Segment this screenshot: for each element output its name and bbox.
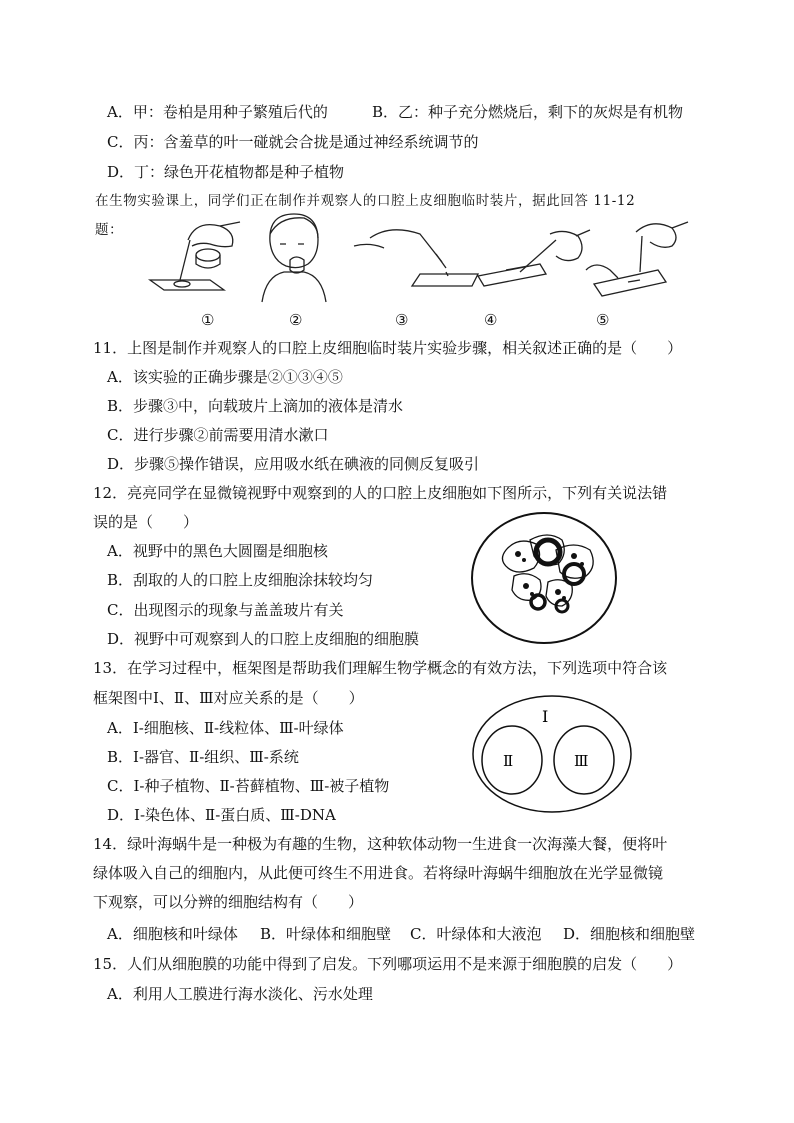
q11-stem: 11．上图是制作并观察人的口腔上皮细胞临时装片实验步骤，相关叙述正确的是（ ） <box>93 339 683 357</box>
steps-illustration <box>140 212 700 312</box>
concept-circles <box>470 692 635 817</box>
q15-option-a: A．利用人工膜进行海水淡化、污水处理 <box>107 985 373 1003</box>
q11-option-d: D．步骤⑤操作错误，应用吸水纸在碘液的同侧反复吸引 <box>107 455 480 473</box>
q14-option-b: B．叶绿体和细胞壁 <box>260 925 392 943</box>
q14-stem-line-1: 14．绿叶海蜗牛是一种极为有趣的生物，这种软体动物一生进食一次海藻大餐，便将叶 <box>93 835 668 853</box>
step-label-4: ④ <box>484 311 498 329</box>
concept-diagram <box>470 692 635 817</box>
outer-circle <box>473 696 631 812</box>
microscope-view-illustration <box>470 510 620 650</box>
q13-option-a: A．Ⅰ-细胞核、Ⅱ-线粒体、Ⅲ-叶绿体 <box>107 719 344 737</box>
intro-line-1: 在生物实验课上，同学们正在制作并观察人的口腔上皮细胞临时装片，据此回答 11-12 <box>95 193 636 209</box>
step-label-5: ⑤ <box>596 311 610 329</box>
q13-option-d: D．Ⅰ-染色体、Ⅱ-蛋白质、Ⅲ-DNA <box>107 806 336 824</box>
q12-option-a: A．视野中的黑色大圆圈是细胞核 <box>107 542 328 560</box>
step-label-2: ② <box>289 311 303 329</box>
q13-stem-line-2: 框架图中Ⅰ、Ⅱ、Ⅲ对应关系的是（ ） <box>93 689 364 707</box>
q11-option-b: B．步骤③中，向载玻片上滴加的液体是清水 <box>107 397 404 415</box>
q12-stem-line-2: 误的是（ ） <box>93 513 199 531</box>
step-4-illustration <box>478 230 590 286</box>
q12-option-b: B．刮取的人的口腔上皮细胞涂抹较均匀 <box>107 571 374 589</box>
q10-option-c: C．丙：含羞草的叶一碰就会合拢是通过神经系统调节的 <box>107 133 479 151</box>
step-1-illustration <box>150 222 240 290</box>
q15-stem: 15．人们从细胞膜的功能中得到了启发。下列哪项运用不是来源于细胞膜的启发（ ） <box>93 955 683 973</box>
q14-option-a: A．细胞核和叶绿体 <box>107 925 238 943</box>
q10-option-b: B．乙：种子充分燃烧后，剩下的灰烬是有机物 <box>372 103 684 121</box>
q14-stem-line-2: 绿体吸入自己的细胞内，从此便可终生不用进食。若将绿叶海蜗牛细胞放在光学显微镜 <box>93 864 664 882</box>
step-label-3: ③ <box>395 311 409 329</box>
right-label: Ⅲ <box>574 752 589 770</box>
step-2-illustration <box>262 214 326 302</box>
outer-label: Ⅰ <box>542 707 549 726</box>
step-label-1: ① <box>201 311 215 329</box>
q11-option-a: A．该实验的正确步骤是②①③④⑤ <box>107 368 343 386</box>
step-5-illustration <box>586 222 688 296</box>
q12-option-c: C．出现图示的现象与盖盖玻片有关 <box>107 601 344 619</box>
microscope-field-figure <box>470 510 620 650</box>
steps-figure <box>140 212 700 312</box>
q13-option-b: B．Ⅰ-器官、Ⅱ-组织、Ⅲ-系统 <box>107 748 299 766</box>
q14-stem-line-3: 下观察，可以分辨的细胞结构有（ ） <box>93 893 364 911</box>
q12-option-d: D．视野中可观察到人的口腔上皮细胞的细胞膜 <box>107 630 420 648</box>
q11-option-c: C．进行步骤②前需要用清水漱口 <box>107 426 329 444</box>
step-3-illustration <box>354 230 478 286</box>
intro-line-2: 题： <box>95 222 124 238</box>
q12-stem-line-1: 12．亮亮同学在显微镜视野中观察到的人的口腔上皮细胞如下图所示，下列有关说法错 <box>93 484 668 502</box>
q13-stem-line-1: 13．在学习过程中，框架图是帮助我们理解生物学概念的有效方法，下列选项中符合该 <box>93 659 668 677</box>
q10-option-d: D．丁：绿色开花植物都是种子植物 <box>107 163 345 181</box>
q14-option-d: D．细胞核和细胞壁 <box>563 925 696 943</box>
left-label: Ⅱ <box>503 752 514 770</box>
q14-option-c: C．叶绿体和大液泡 <box>410 925 542 943</box>
q10-option-a: A．甲：卷柏是用种子繁殖后代的 <box>107 103 328 121</box>
q13-option-c: C．Ⅰ-种子植物、Ⅱ-苔藓植物、Ⅲ-被子植物 <box>107 777 390 795</box>
